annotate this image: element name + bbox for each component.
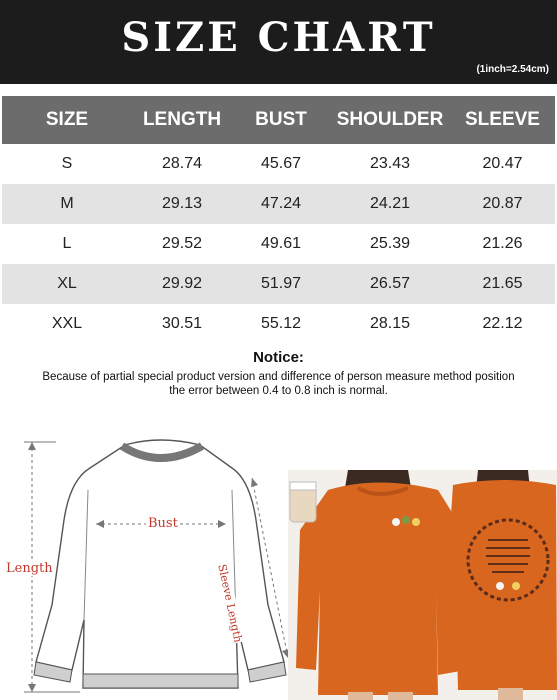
sleeve-cell: 20.87 [482,195,523,212]
product-photo [288,470,557,700]
length-cell: 29.13 [161,195,203,212]
bust-cell: 51.97 [260,275,302,292]
length-cell: 29.92 [161,275,203,292]
column-header-size: SIZE [45,109,89,130]
size-cell: XL [57,275,77,292]
bust-label: Bust [148,516,178,531]
table-row [2,264,555,304]
size-cell: L [62,235,72,252]
notice-text [0,370,557,398]
size-cell: S [61,155,73,172]
length-cell: 28.74 [161,155,203,172]
shoulder-cell: 23.43 [369,155,411,172]
table-row [2,224,555,264]
shoulder-cell: 24.21 [369,195,411,212]
sleeve-cell: 21.65 [482,275,523,292]
size-table [2,96,555,344]
bust-cell: 47.24 [260,195,302,212]
length-label: Length [6,561,53,576]
length-cell: 30.51 [161,315,203,332]
sleeve-cell: 21.26 [482,235,523,252]
front-sweatshirt [296,483,466,696]
bust-cell: 49.61 [260,235,302,252]
length-cell: 29.52 [161,235,203,252]
unit-conversion-note: (1inch=2.54cm) [476,64,549,75]
table-row [2,184,555,224]
table-row [2,144,555,184]
shoulder-cell: 25.39 [369,235,411,252]
sweatshirt-body [36,440,284,688]
column-header-bust: BUST [255,109,307,130]
orange-sweatshirt-photo [288,470,557,700]
title-banner [0,0,557,84]
size-cell: M [60,195,74,212]
page-title: SIZE CHART [121,14,436,61]
sleeve-length-label: Sleeve Length [215,563,245,644]
bust-cell: 55.12 [260,315,302,332]
notice-heading: Notice: [253,349,304,366]
column-header-shoulder: SHOULDER [336,109,444,130]
table-row [2,304,555,344]
hem-rib [83,674,238,688]
bust-cell: 45.67 [260,155,302,172]
measurement-diagram [0,430,300,700]
shoulder-cell: 26.57 [369,275,411,292]
column-header-length: LENGTH [142,109,222,130]
size-cell: XXL [51,315,83,332]
table-header [2,96,555,144]
column-header-sleeve: SLEEVE [465,109,540,130]
shoulder-cell: 28.15 [369,315,411,332]
notice-line-1: Because of partial special product version and difference of person measure method position [42,371,515,383]
sleeve-cell: 20.47 [482,155,523,172]
notice-line-2: the error between 0.4 to 0.8 inch is normal. [169,385,388,397]
sleeve-cell: 22.12 [482,315,523,332]
